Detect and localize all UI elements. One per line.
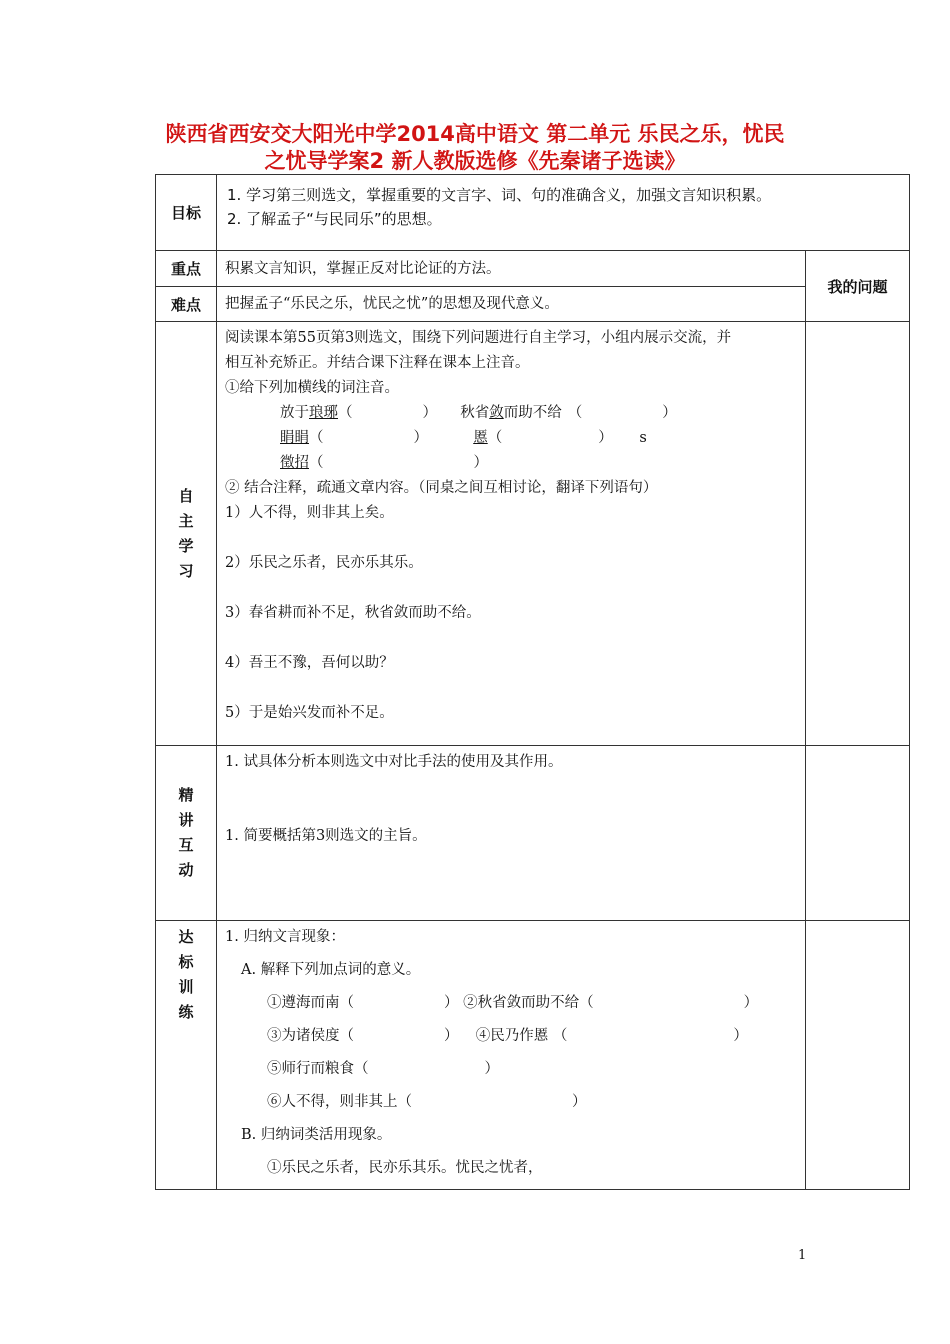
- lecture-question-cell[interactable]: [806, 746, 910, 921]
- practice-question-cell[interactable]: [806, 921, 910, 1190]
- practice-char-4: 练: [178, 1003, 194, 1021]
- study-guide-table: [155, 174, 910, 1190]
- intro-line-2: 相互补充矫正。并结合课下注释在课本上注音。: [225, 355, 530, 371]
- pinyin-row-3: 徵招（ ）: [280, 455, 488, 471]
- lecture-char-1: 精: [178, 786, 194, 804]
- practice-char-2: 标: [178, 953, 194, 971]
- difficulty-text: 把握孟子“乐民之乐，忧民之忧”的思想及现代意义。: [225, 296, 559, 312]
- goal-item-2: 2. 了解孟子“与民同乐”的思想。: [227, 210, 442, 228]
- self-study-question-cell[interactable]: [806, 322, 910, 746]
- word-langya: 琅琊: [309, 405, 338, 421]
- pinyin-row-1: 放于琅琊（ ） 秋省敛而助不给 （ ）: [280, 405, 677, 421]
- practice-label: [156, 921, 217, 1190]
- word-juanjuan: 睊睊: [280, 430, 309, 446]
- task-2: ② 结合注释，疏通文章内容。（同桌之间互相讨论，翻译下列语句）: [225, 480, 658, 496]
- title-line-2: 之忧导学案2 新人教版选修《先秦诸子选读》: [264, 149, 686, 173]
- self-study-char-1: 自: [178, 486, 194, 505]
- practice-row-2: ③为诸侯度（ ） ④民乃作慝 （ ）: [267, 1028, 748, 1044]
- intro-line-1: 阅读课本第55页第3则选文，围绕下列问题进行自主学习，小组内展示交流，并: [225, 330, 732, 346]
- difficulty-cell: [217, 287, 806, 322]
- sentence-1: 1）人不得，则非其上矣。: [225, 505, 394, 521]
- sentence-5: 5）于是始兴发而补不足。: [225, 705, 394, 721]
- self-study-char-2: 主: [178, 511, 194, 530]
- practice-heading: 1. 归纳文言现象：: [225, 929, 345, 945]
- title-line-1: 陕西省西安交大阳光中学2014高中语文 第二单元 乐民之乐，忧民: [165, 122, 785, 146]
- document-title: [0, 121, 950, 175]
- lecture-char-2: 讲: [178, 811, 194, 829]
- practice-char-1: 达: [178, 928, 194, 946]
- focus-label: 重点: [156, 251, 217, 287]
- lecture-question-1: 1. 试具体分析本则选文中对比手法的使用及其作用。: [225, 754, 563, 770]
- practice-cell: [217, 921, 806, 1190]
- practice-b-heading: B. 归纳词类活用现象。: [241, 1127, 392, 1143]
- focus-cell: [217, 251, 806, 287]
- practice-row-4: ⑥人不得，则非其上（ ）: [267, 1094, 587, 1110]
- my-question-header: 我的问题: [806, 251, 910, 322]
- goal-cell: [217, 175, 910, 251]
- practice-b-row-1: ①乐民之乐者，民亦乐其乐。忧民之忧者，: [267, 1160, 543, 1176]
- practice-a-heading: A. 解释下列加点词的意义。: [241, 962, 421, 978]
- word-te: 慝: [473, 430, 488, 446]
- self-study-char-4: 习: [178, 561, 194, 580]
- lecture-char-4: 动: [178, 861, 194, 879]
- lecture-cell: [217, 746, 806, 921]
- word-lian: 敛: [489, 405, 504, 421]
- practice-row-1: ①遵海而南（ ） ②秋省敛而助不给（ ）: [267, 995, 759, 1011]
- sentence-2: 2）乐民之乐者，民亦乐其乐。: [225, 555, 423, 571]
- lecture-question-2: 1. 简要概括第3则选文的主旨。: [225, 828, 427, 844]
- pinyin-row-2: 睊睊（ ） 慝（ ） s: [280, 430, 647, 446]
- practice-row-3: ⑤师行而粮食（ ）: [267, 1061, 499, 1077]
- self-study-char-3: 学: [178, 536, 194, 555]
- task-1: ①给下列加横线的词注音。: [225, 380, 399, 396]
- self-study-label: [156, 322, 217, 746]
- lecture-label: [156, 746, 217, 921]
- difficulty-label: 难点: [156, 287, 217, 322]
- sentence-3: 3）春省耕而补不足，秋省敛而助不给。: [225, 605, 481, 621]
- page-number: 1: [798, 1248, 807, 1263]
- goal-label: 目标: [156, 175, 217, 251]
- self-study-cell: [217, 322, 806, 746]
- lecture-char-3: 互: [178, 836, 194, 854]
- practice-char-3: 训: [178, 978, 194, 996]
- goal-item-1: 1. 学习第三则选文，掌握重要的文言字、词、句的准确含义，加强文言知识积累。: [227, 186, 772, 204]
- focus-text: 积累文言知识，掌握正反对比论证的方法。: [225, 261, 501, 277]
- sentence-4: 4）吾王不豫，吾何以助？: [225, 655, 394, 671]
- word-zhizhao: 徵招: [280, 455, 309, 471]
